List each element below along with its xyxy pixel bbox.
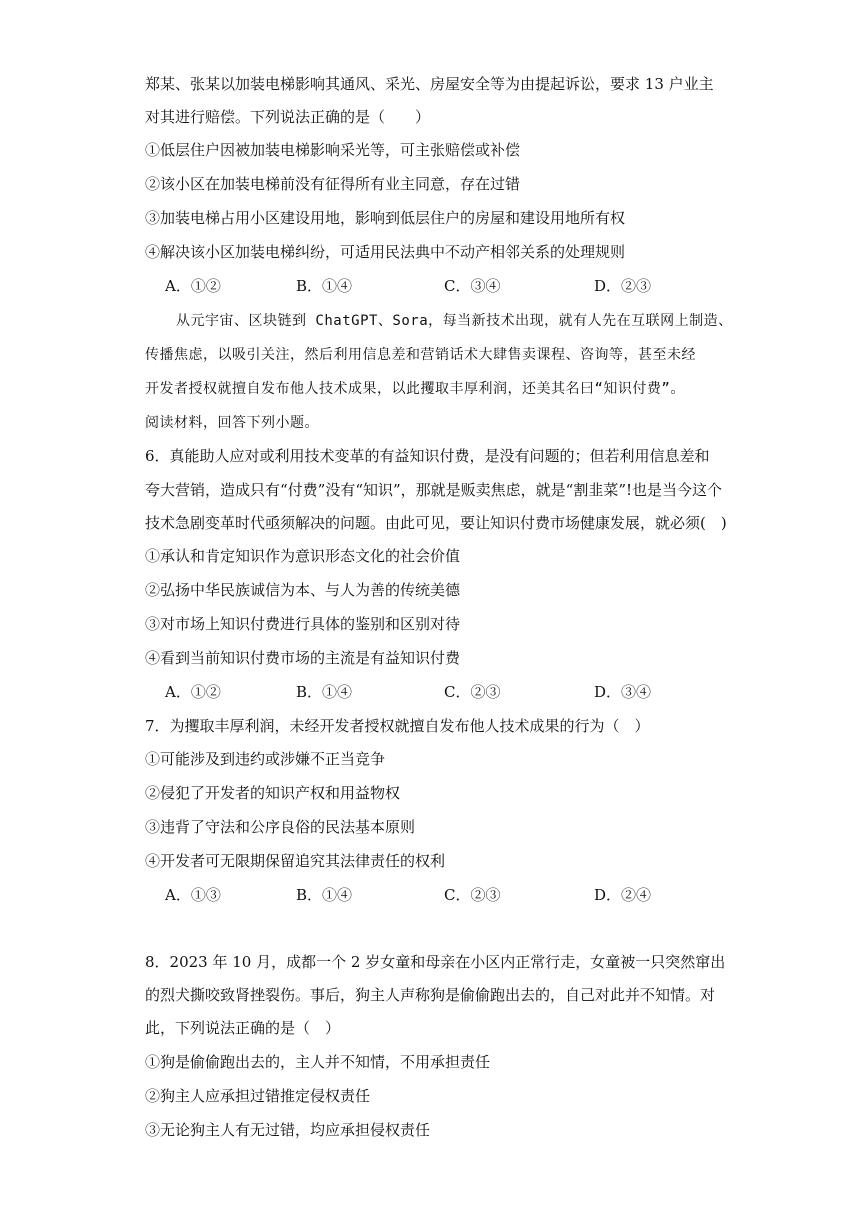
q7-option-c: C．②③ (444, 886, 501, 904)
q5-stem-line-2: 对其进行赔偿。下列说法正确的是（ ） (145, 108, 431, 126)
q5-options (0, 276, 860, 296)
material-line-2: 传播焦虑，以吸引关注，然后利用信息差和营销话术大肆售卖课程、咨询等，甚至未经 (145, 347, 696, 363)
q6-stem-line-1: 6．真能助人应对或利用技术变革的有益知识付费，是没有问题的；但若利用信息差和 (145, 447, 710, 465)
q6-item-1: ①承认和肯定知识作为意识形态文化的社会价值 (145, 547, 461, 565)
q7-item-4: ④开发者可无限期保留追究其法律责任的权利 (145, 852, 446, 870)
material-line-4: 阅读材料，回答下列小题。 (145, 415, 319, 431)
q5-option-c: C．③④ (444, 277, 501, 295)
q5-item-4: ④解决该小区加装电梯纠纷，可适用民法典中不动产相邻关系的处理规则 (145, 243, 626, 261)
q6-stem-line-3: 技术急剧变革时代亟须解决的问题。由此可见，要让知识付费市场健康发展，就必须( ) (145, 514, 727, 532)
q6-options (0, 682, 860, 702)
q6-option-b: B．①④ (296, 683, 353, 701)
q6-item-4: ④看到当前知识付费市场的主流是有益知识付费 (145, 649, 461, 667)
q8-item-3: ③无论狗主人有无过错，均应承担侵权责任 (145, 1121, 431, 1139)
q7-option-b: B．①④ (296, 886, 353, 904)
q8-item-1: ①狗是偷偷跑出去的，主人并不知情，不用承担责任 (145, 1053, 491, 1071)
material-line-1: 从元宇宙、区块链到 ChatGPT、Sora，每当新技术出现，就有人先在互联网上制造、 (176, 313, 733, 329)
q6-option-c: C．②③ (444, 683, 501, 701)
q7-options (0, 885, 860, 905)
q8-stem-line-1: 8．2023 年 10 月，成都一个 2 岁女童和母亲在小区内正常行走，女童被一只突然窜出 (145, 953, 726, 971)
q8-stem-line-2: 的烈犬撕咬致肾挫裂伤。事后，狗主人声称狗是偷偷跑出去的，自己对此并不知情。对 (145, 986, 716, 1004)
q7-item-1: ①可能涉及到违约或涉嫌不正当竞争 (145, 750, 386, 768)
q6-item-3: ③对市场上知识付费进行具体的鉴别和区别对待 (145, 615, 461, 633)
q5-item-1: ①低层住户因被加装电梯影响采光等，可主张赔偿或补偿 (145, 141, 521, 159)
q5-option-a: A．①② (165, 277, 221, 295)
q8-stem-line-3: 此，下列说法正确的是（ ） (145, 1019, 341, 1037)
q6-item-2: ②弘扬中华民族诚信为本、与人为善的传统美德 (145, 581, 461, 599)
q6-option-d: D．③④ (594, 683, 652, 701)
q7-option-d: D．②④ (594, 886, 652, 904)
q5-item-2: ②该小区在加装电梯前没有征得所有业主同意，存在过错 (145, 175, 521, 193)
q7-item-3: ③违背了守法和公序良俗的民法基本原则 (145, 818, 416, 836)
material-line-3: 开发者授权就擅自发布他人技术成果，以此攫取丰厚利润，还美其名曰“知识付费”。 (145, 381, 685, 397)
q6-option-a: A．①② (165, 683, 221, 701)
q5-option-d: D．②③ (594, 277, 652, 295)
q7-stem-line-1: 7．为攫取丰厚利润，未经开发者授权就擅自发布他人技术成果的行为（ ） (145, 717, 650, 735)
q8-item-2: ②狗主人应承担过错推定侵权责任 (145, 1087, 371, 1105)
q5-stem-line-1: 郑某、张某以加装电梯影响其通风、采光、房屋安全等为由提起诉讼，要求 13 户业主 (145, 75, 714, 93)
q5-item-3: ③加装电梯占用小区建设用地，影响到低层住户的房屋和建设用地所有权 (145, 209, 626, 227)
q7-item-2: ②侵犯了开发者的知识产权和用益物权 (145, 784, 401, 802)
q5-option-b: B．①④ (296, 277, 353, 295)
q7-option-a: A．①③ (165, 886, 221, 904)
q6-stem-line-2: 夸大营销，造成只有“付费”没有“知识”，那就是贩卖焦虑，就是“割韭菜”!也是当今这个 (145, 481, 723, 499)
